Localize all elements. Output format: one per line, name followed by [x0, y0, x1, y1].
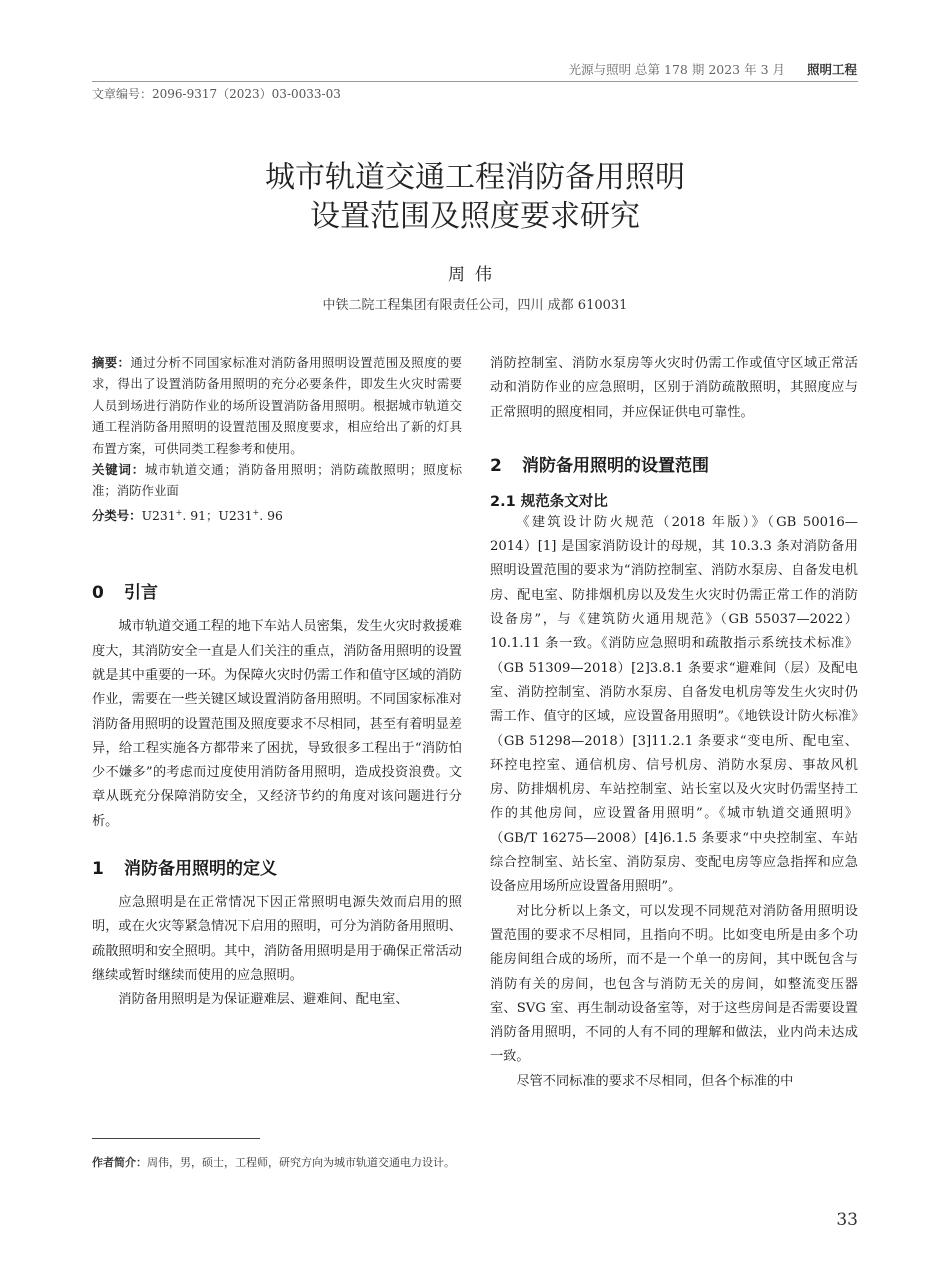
affiliation: 中铁二院工程集团有限责任公司，四川 成都 610031: [322, 298, 628, 313]
author-footnote: 作者简介：周伟，男，硕士，工程师，研究方向为城市轨道交通电力设计。: [92, 1156, 455, 1169]
page-number: 33: [836, 1210, 858, 1230]
abstract-block: [92, 352, 462, 526]
abstract: 摘要：通过分析不同国家标准对消防备用照明设置范围及照度的要求，得出了设置消防备用照明的充分必要条件，即发生火灾时需要人员到场进行消防作业的场所设置消防备用照明。根据城市轨道交通工程消防备用照明的设置范围及照度要求，相应给出了新的灯具布置方案，可供同类工程参考和使用。: [92, 355, 463, 456]
classification: 分类号：U231+. 91；U231+. 96: [92, 507, 283, 523]
section-1-heading: 1 消防备用照明的定义: [92, 859, 277, 880]
title-line-2: 设置范围及照度要求研究: [310, 199, 640, 234]
subsection-2-1-paragraph-3: 尽管不同标准的要求不尽相同，但各个标准的中: [516, 1073, 794, 1089]
section-1-paragraph-2: 消防备用照明是为保证避难层、避难间、配电室、: [118, 992, 409, 1008]
section-1-paragraph-1: 应急照明是在正常情况下因正常照明电源失效而启用的照明，或在火灾等紧急情况下启用的照明，可分为消防备用照明、疏散照明和安全照明。其中，消防备用照明是用于确保正常活动继续或暂时继续而使用的应急照明。: [92, 895, 462, 983]
section-0-paragraph: 城市轨道交通工程的地下车站人员密集，发生火灾时救援难度大，其消防安全一直是人们关注的重点，消防备用照明的设置就是其中重要的一环。为保障火灾时仍需工作和值守区域的消防作业，需要在一些关键区域设置消防备用照明。不同国家标准对消防备用照明的设置范围及照度要求不尽相同，甚至有着明显差异，给工程实施各方都带来了困扰，导致很多工程出于“消防怕少不嫌多”的考虑而过度使用消防备用照明，造成投资浪费。文章从既充分保障消防安全，又经济节约的角度对该问题进行分析。: [92, 619, 462, 829]
running-header: [569, 60, 857, 78]
keywords: 关键词：城市轨道交通；消防备用照明；消防疏散照明；照度标准；消防作业面: [92, 462, 463, 499]
subsection-2-1-paragraph-1: 《建筑设计防火规范（2018 年版）》（GB 50016—2014）[1] 是国家消防设计的母规，其 10.3.3 条对消防备用照明设置范围的要求为“消防控制室、消防水泵房、自备发电机房、配电室、防排烟机房以及发生火灾时仍需正常工作的消防设备房”，与《建筑防火通用规范》（GB 55037—2022）10.1.11 条一致。《消防应急照明和疏散指示系统技术标准》（GB 51309—2018）[2]3.8.1 条要求“避难间（层）及配电室、消防控制室、消防水泵房、自备发电机房等发生火灾时仍需工作、值守的区域，应设置备用照明”。《地铁设计防火标准》（GB 51298—2018）[3]11.2.1 条要求“变电所、配电室、环控电控室、通信机房、信号机房、消防水泵房、事故风机房、防排烟机房、车站控制室、站长室以及火灾时仍需坚持工作的其他房间，应设置备用照明”。《城市轨道交通照明》（GB/T 16275—2008）[4]6.1.5 条要求“中央控制室、车站综合控制室、站长室、消防泵房、变配电房等应急指挥和应急设备应用场所应设置备用照明”。: [490, 514, 858, 895]
subsection-2-1-paragraph-2: 对比分析以上条文，可以发现不同规范对消防备用照明设置范围的要求不尽相同，且指向不明。比如变电所是由多个功能房间组合成的场所，而不是一个单一的房间，其中既包含与消防有关的房间，也包含与消防无关的房间，如整流变压器室、SVG 室、再生制动设备室等，对于这些房间是否需要设置消防备用照明，不同的人有不同的理解和做法，业内尚未达成一致。: [490, 903, 858, 1065]
section-2-heading: 2 消防备用照明的设置范围: [490, 455, 709, 476]
section-1-paragraph-2-continued: 消防控制室、消防水泵房等火灾时仍需工作或值守区域正常活动和消防作业的应急照明，区别于消防疏散照明，其照度应与正常照明的照度相同，并应保证供电可靠性。: [490, 356, 858, 420]
section-0-heading: 0 引言: [92, 583, 158, 604]
author-name: 周伟: [448, 265, 502, 285]
header-rule: [92, 81, 858, 82]
subsection-2-1-heading: 2.1 规范条文对比: [490, 493, 608, 510]
paper-title: [0, 158, 950, 236]
journal-info: 光源与照明 总第 178 期 2023 年 3 月: [568, 62, 785, 77]
article-number: 文章编号：2096-9317（2023）03-0033-03: [92, 87, 341, 101]
title-line-1: 城市轨道交通工程消防备用照明: [265, 160, 685, 195]
column-name: 照明工程: [806, 62, 857, 77]
right-column: [490, 352, 858, 1094]
left-column: [92, 352, 462, 1013]
footnote-rule: [92, 1138, 260, 1139]
